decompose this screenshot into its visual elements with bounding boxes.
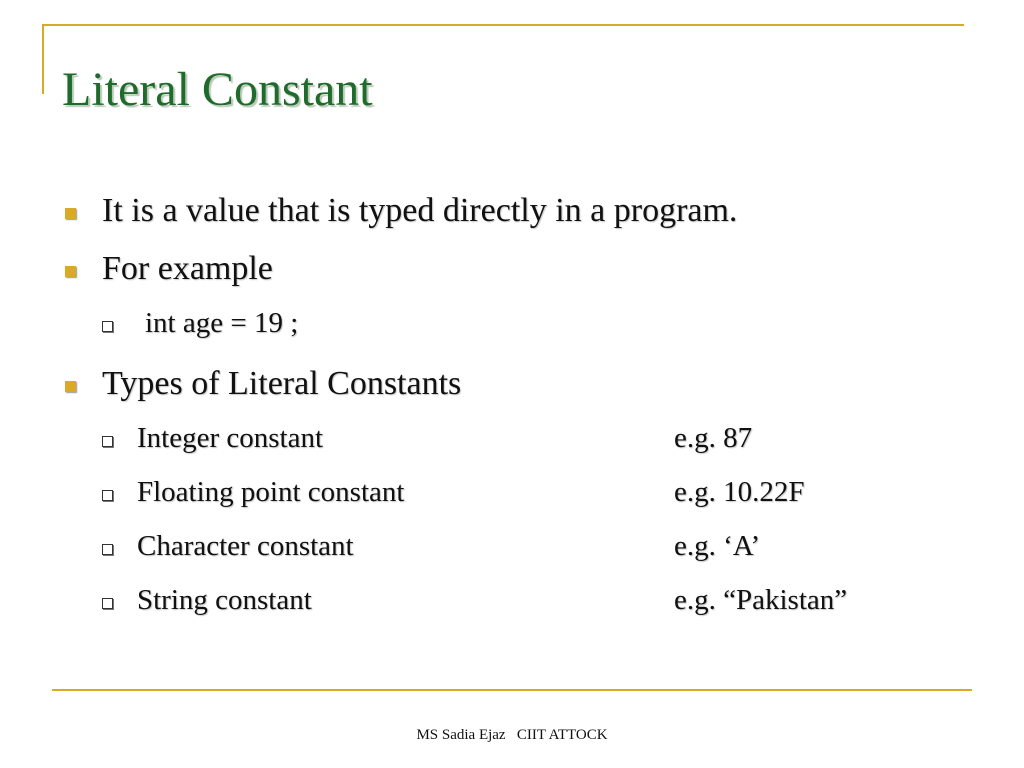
bullet-list (60, 188, 980, 635)
square-bullet-icon (65, 266, 76, 277)
constant-type-example: e.g. “Pakistan” (674, 584, 848, 616)
constant-type-item (60, 581, 980, 635)
constant-type-name: String constant (137, 584, 312, 616)
hollow-square-bullet-icon (102, 544, 113, 555)
constant-type-name: Integer constant (137, 422, 324, 454)
constant-type-example: e.g. 10.22F (674, 476, 805, 508)
bullet-types (60, 361, 980, 419)
constant-type-example: e.g. 87 (674, 422, 753, 454)
bullet-text: For example (102, 250, 273, 287)
code-example-item (60, 304, 980, 361)
bottom-border-line (52, 689, 972, 691)
square-bullet-icon (65, 381, 76, 392)
hollow-square-bullet-icon (102, 490, 113, 501)
bullet-text: Types of Literal Constants (102, 365, 462, 402)
slide-title: Literal Constant (62, 63, 373, 116)
bullet-for-example (60, 246, 980, 304)
constant-type-name: Character constant (137, 530, 354, 562)
hollow-square-bullet-icon (102, 598, 113, 609)
hollow-square-bullet-icon (102, 436, 113, 447)
constant-type-item (60, 419, 980, 473)
left-border-line (42, 24, 44, 94)
bullet-definition (60, 188, 980, 246)
square-bullet-icon (65, 208, 76, 219)
bullet-text: It is a value that is typed directly in a program. (102, 192, 738, 229)
constant-type-item (60, 527, 980, 581)
constant-type-item (60, 473, 980, 527)
constant-type-name: Floating point constant (137, 476, 405, 508)
top-border-line (44, 24, 964, 26)
constant-type-example: e.g. ‘A’ (674, 530, 761, 562)
code-example-text: int age = 19 ; (145, 307, 299, 339)
hollow-square-bullet-icon (102, 321, 113, 332)
slide-footer: MS Sadia Ejaz CIIT ATTOCK (416, 727, 608, 743)
